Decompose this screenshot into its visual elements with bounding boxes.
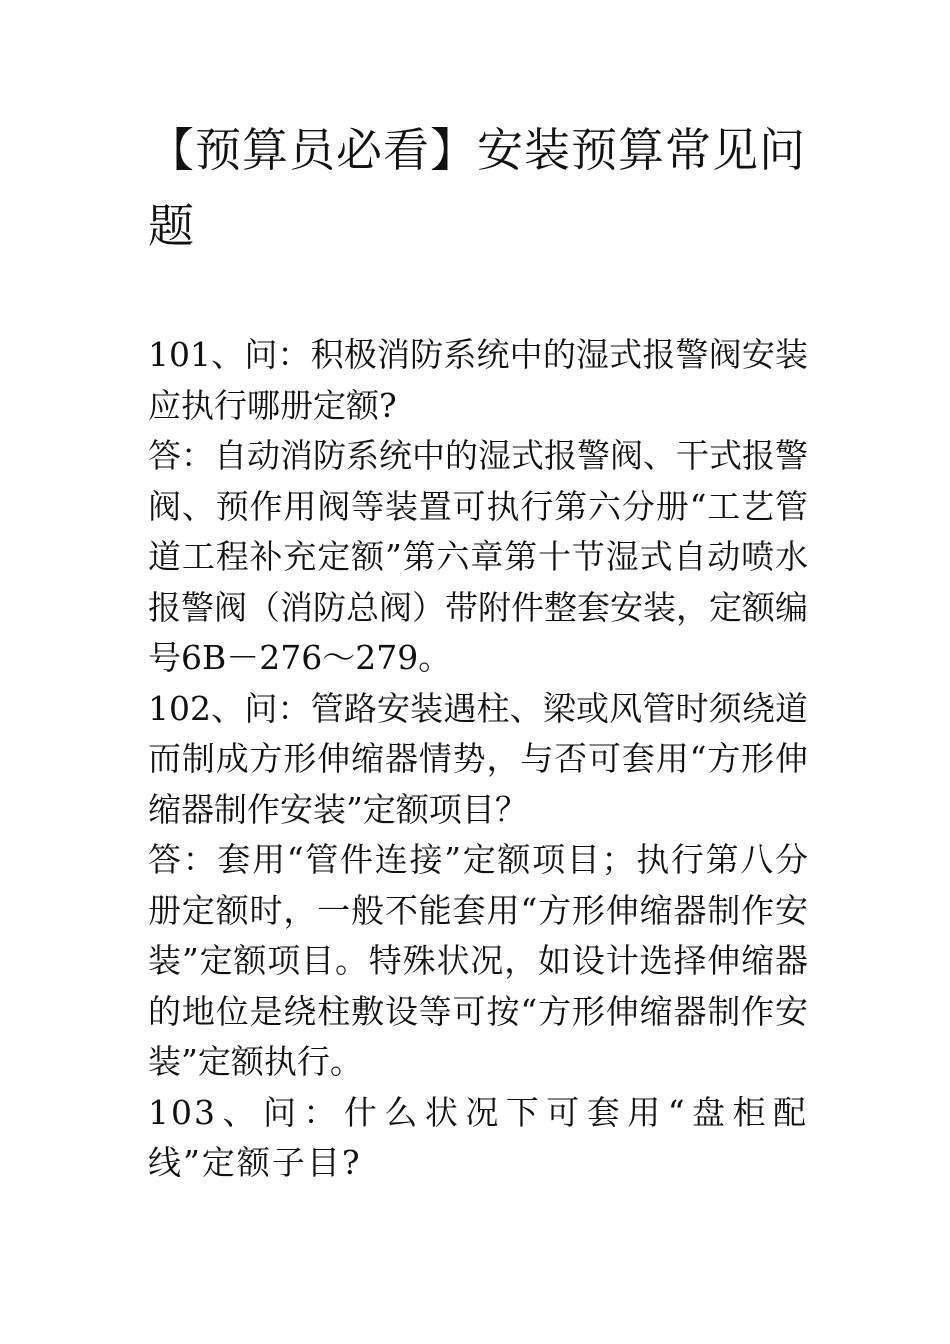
answer-101: 答：自动消防系统中的湿式报警阀、干式报警阀、预作用阀等装置可执行第六分册“工艺管道工程补充定额”第六章第十节湿式自动喷水报警阀（消防总阀）带附件整套安装，定额编号6B－276～279。 — [148, 436, 808, 677]
answer-102: 答：套用“管件连接”定额项目；执行第八分册定额时，一般不能套用“方形伸缩器制作安装”定额项目。特殊状况，如设计选择伸缩器的地位是绕柱敷设等可按“方形伸缩器制作安装”定额执行。 — [148, 840, 808, 1081]
question-102: 102、问：管路安装遇柱、梁或风管时须绕道而制成方形伸缩器情势，与否可套用“方形伸缩器制作安装”定额项目？ — [148, 688, 808, 829]
document-title: 【预算员必看】安装预算常见问题 — [148, 123, 806, 253]
document-body — [148, 330, 808, 1189]
question-101: 101、问：积极消防系统中的湿式报警阀安装应执行哪册定额? — [148, 335, 808, 425]
question-103: 103、问：什么状况下可套用“盘柜配线”定额子目? — [148, 1092, 808, 1182]
